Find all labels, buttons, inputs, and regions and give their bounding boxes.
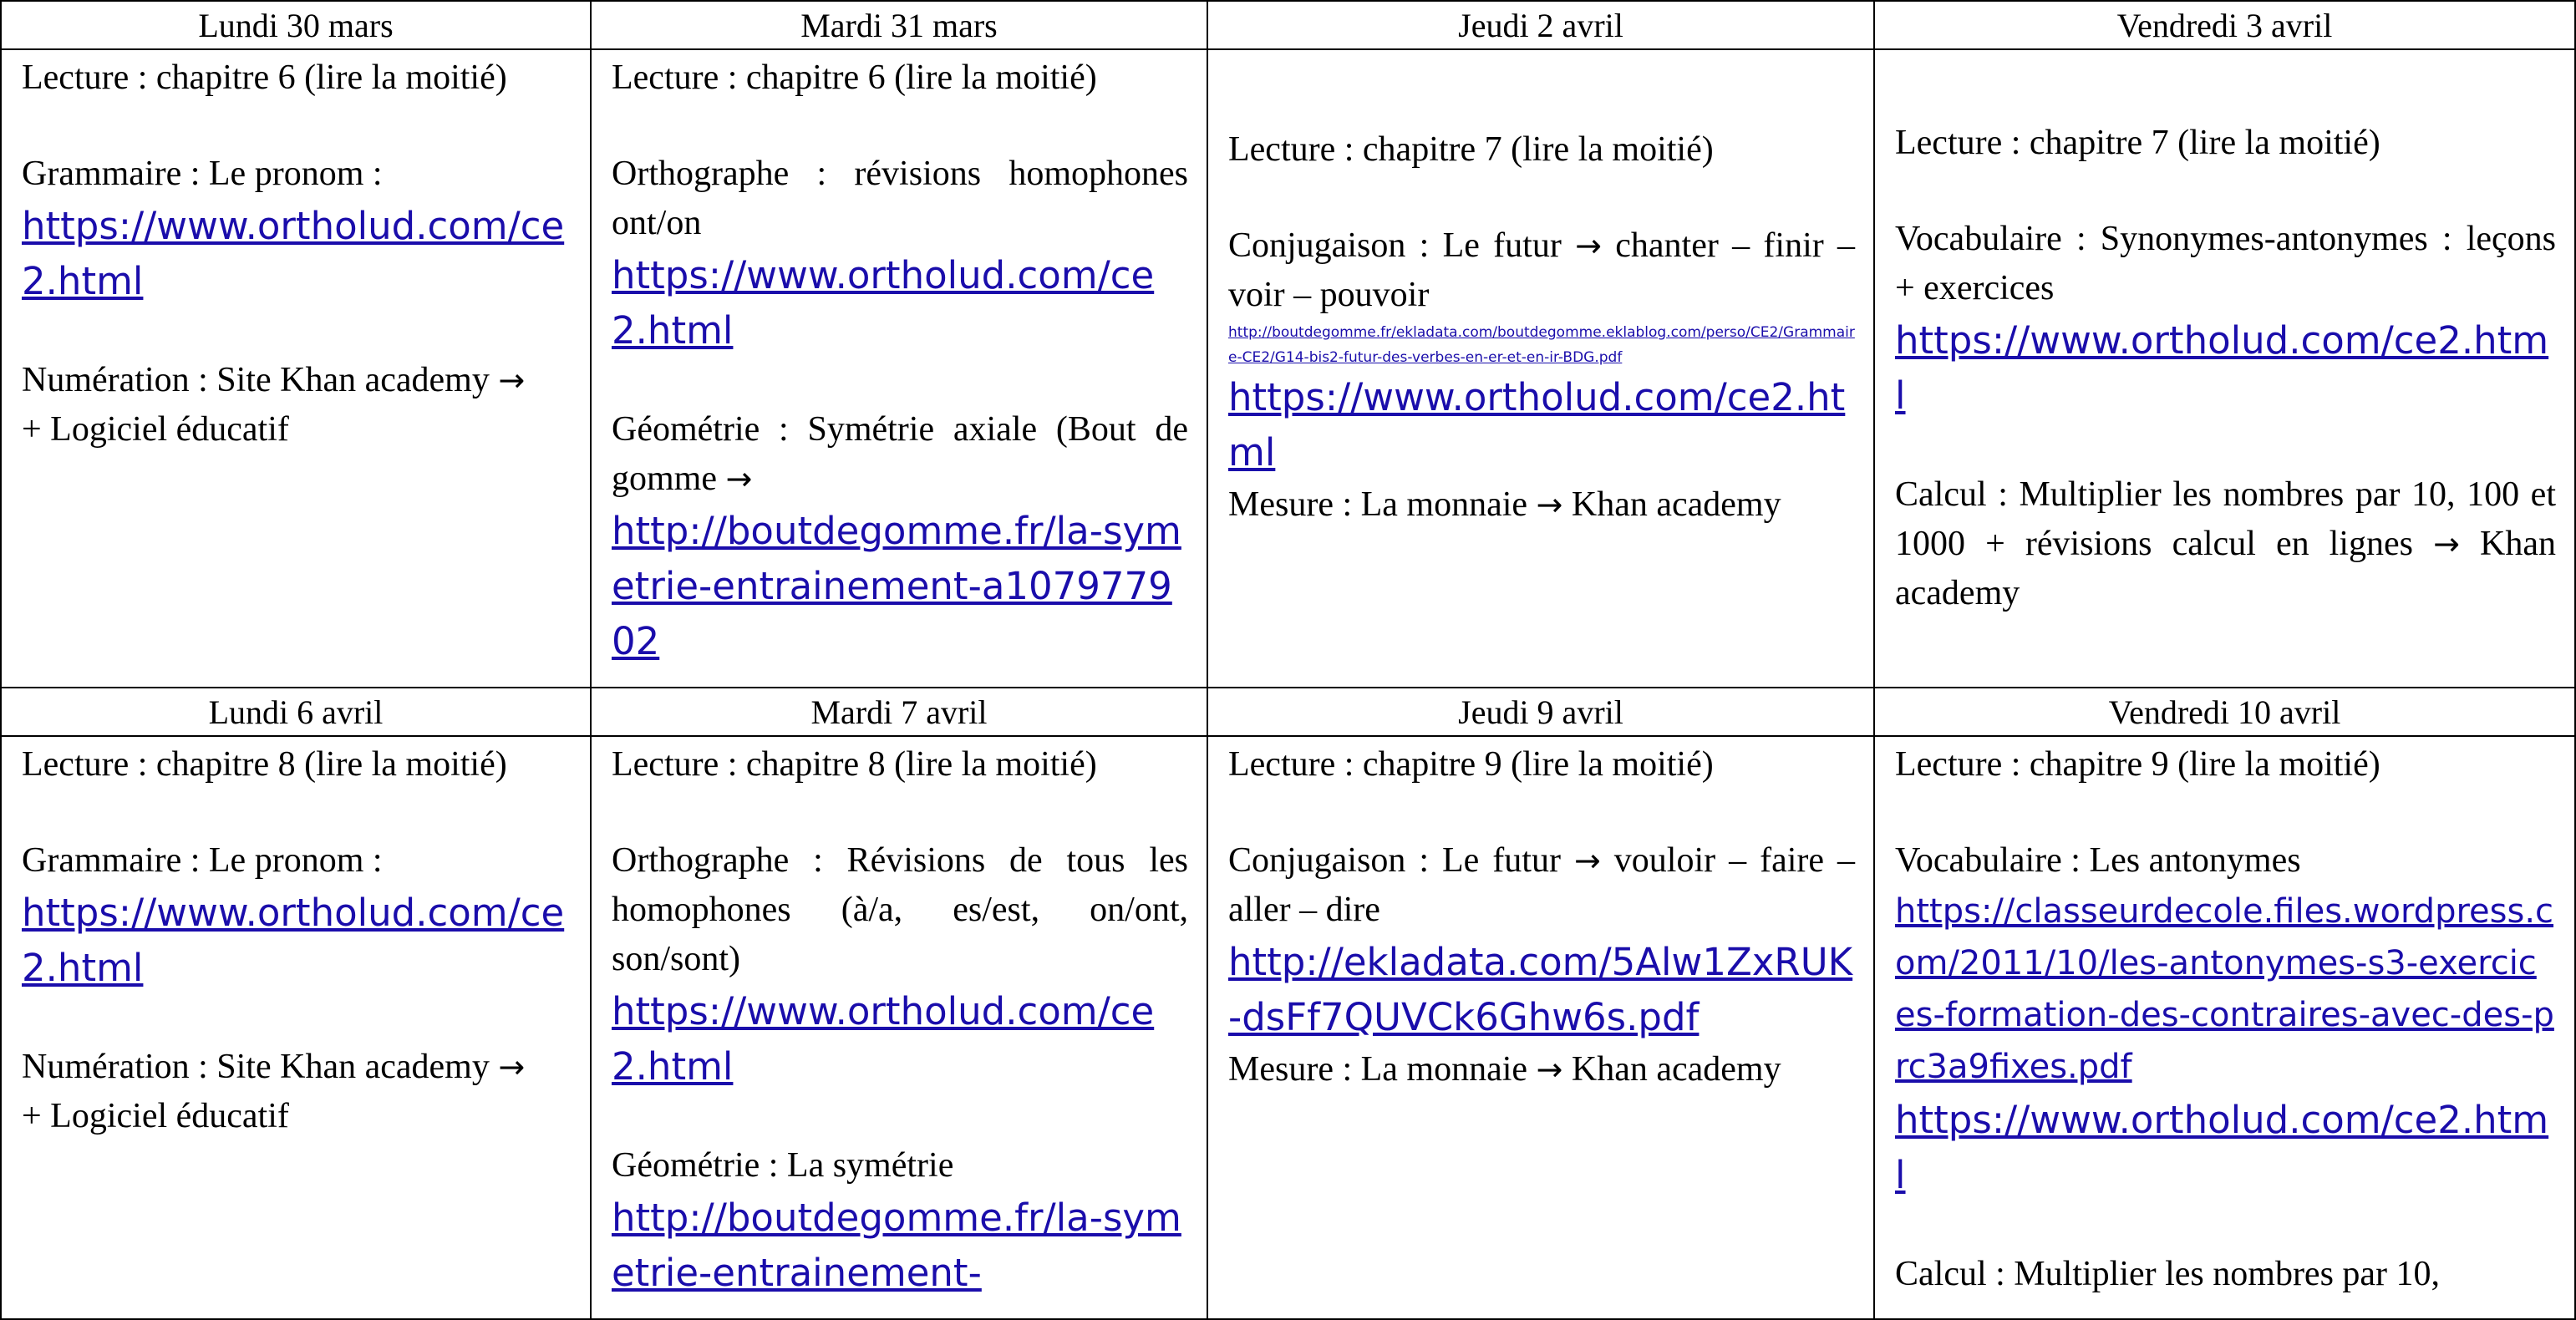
lecture-text: Lecture : chapitre 9 (lire la moitié)	[1228, 745, 1714, 784]
header-day-6: Mardi 7 avril	[590, 687, 1208, 737]
conjugaison-verbs: chanter – finir – voir – pouvoir	[1228, 226, 1856, 314]
lecture-text: Lecture : chapitre 8 (lire la moitié)	[612, 745, 1097, 784]
cell-mardi-7-avril	[590, 735, 1208, 1320]
header-day-3: Jeudi 2 avril	[1207, 0, 1875, 50]
header-day-7: Jeudi 9 avril	[1207, 687, 1875, 737]
lecture-text: Lecture : chapitre 8 (lire la moitié)	[22, 745, 507, 784]
cell-vendredi-10-avril	[1873, 735, 2576, 1320]
cell-lundi-6-avril	[0, 735, 592, 1320]
arrow-right-icon: →	[1573, 842, 1601, 879]
ortholud-link[interactable]: https://www.ortholud.com/ce2.html	[22, 891, 565, 990]
ortholud-link[interactable]: https://www.ortholud.com/ce2.html	[612, 253, 1155, 353]
numeration-label: Numération : Site Khan academy	[22, 1048, 490, 1086]
header-day-8: Vendredi 10 avril	[1873, 687, 2576, 737]
mesure-text	[1228, 1045, 1855, 1094]
geometrie-text	[612, 405, 1188, 504]
boutdegomme-link[interactable]: http://boutdegomme.fr/la-symetrie-entrainement-a107977902	[612, 509, 1181, 663]
orthographe-text: Orthographe : révisions homophones ont/on	[612, 155, 1188, 242]
calcul-text	[1895, 470, 2556, 618]
cell-jeudi-2-avril	[1207, 48, 1875, 688]
numeration-text	[22, 1043, 572, 1092]
arrow-right-icon: →	[725, 460, 753, 497]
header-day-4: Vendredi 3 avril	[1873, 0, 2576, 50]
cell-jeudi-9-avril	[1207, 735, 1875, 1320]
cell-lundi-30-mars	[0, 48, 592, 688]
mesure-label: Mesure : La monnaie	[1228, 485, 1528, 524]
conjugaison-label: Conjugaison : Le futur	[1228, 841, 1561, 880]
numeration-label: Numération : Site Khan academy	[22, 361, 490, 399]
conjugaison-verbs: vouloir – faire – aller – dire	[1228, 841, 1856, 929]
geometrie-text: Géométrie : La symétrie	[612, 1146, 954, 1185]
ortholud-link[interactable]: https://www.ortholud.com/ce2.html	[1895, 1098, 2549, 1197]
lecture-text: Lecture : chapitre 9 (lire la moitié)	[1895, 745, 2380, 784]
lecture-text: Lecture : chapitre 6 (lire la moitié)	[612, 58, 1097, 97]
logiciel-text: + Logiciel éducatif	[22, 410, 289, 449]
mesure-text	[1228, 480, 1855, 530]
ortholud-link[interactable]: https://www.ortholud.com/ce2.html	[1895, 318, 2549, 418]
ekladata-link[interactable]: http://ekladata.com/5Alw1ZxRUK-dsFf7QUVCk6Ghw6s.pdf	[1228, 940, 1853, 1039]
orthographe-text: Orthographe : Révisions de tous les homophones (à/a, es/est, on/ont, son/sont)	[612, 841, 1188, 978]
lecture-text: Lecture : chapitre 7 (lire la moitié)	[1228, 130, 1714, 169]
arrow-right-icon: →	[1536, 486, 1563, 523]
header-day-5: Lundi 6 avril	[0, 687, 592, 737]
arrow-right-icon: →	[1575, 227, 1602, 264]
grammaire-text: Grammaire : Le pronom :	[22, 155, 383, 193]
calcul-text: Calcul : Multiplier les nombres par 10,	[1895, 1255, 2441, 1293]
mesure-khan: Khan academy	[1571, 1050, 1781, 1089]
conjugaison-text	[1228, 836, 1855, 935]
arrow-right-icon: →	[498, 1048, 526, 1085]
ortholud-link[interactable]: https://www.ortholud.com/ce2.html	[612, 989, 1155, 1089]
vocabulaire-text: Vocabulaire : Synonymes-antonymes : leçons + exercices	[1895, 220, 2556, 307]
calcul-label: Calcul : Multiplier les nombres par 10, 100 et 1000 + révisions calcul en lignes	[1895, 475, 2556, 563]
ortholud-link[interactable]: https://www.ortholud.com/ce2.html	[22, 204, 565, 303]
logiciel-text: + Logiciel éducatif	[22, 1097, 289, 1135]
mesure-label: Mesure : La monnaie	[1228, 1050, 1528, 1089]
lecture-text: Lecture : chapitre 7 (lire la moitié)	[1895, 124, 2380, 162]
ortholud-link[interactable]: https://www.ortholud.com/ce2.html	[1228, 375, 1846, 475]
calcul-khan: Khan academy	[1895, 525, 2557, 612]
lecture-text: Lecture : chapitre 6 (lire la moitié)	[22, 58, 507, 97]
arrow-right-icon: →	[2433, 525, 2460, 562]
grammaire-text: Grammaire : Le pronom :	[22, 841, 383, 880]
boutdegomme-link[interactable]: http://boutdegomme.fr/la-symetrie-entrainement-	[612, 1196, 1181, 1295]
mesure-khan: Khan academy	[1571, 485, 1781, 524]
header-day-2: Mardi 31 mars	[590, 0, 1208, 50]
geometrie-label: Géométrie : Symétrie axiale (Bout de gomme	[612, 410, 1188, 498]
arrow-right-icon: →	[498, 362, 526, 399]
arrow-right-icon: →	[1536, 1051, 1563, 1088]
boutdegomme-pdf-link[interactable]: http://boutdegomme.fr/ekladata.com/boutdegomme.eklablog.com/perso/CE2/Grammaire-CE2/G14-bis2-futur-des-verbes-en-er-et-en-ir-BDG.pdf	[1228, 324, 1855, 366]
header-day-1: Lundi 30 mars	[0, 0, 592, 50]
vocabulaire-text: Vocabulaire : Les antonymes	[1895, 841, 2301, 880]
cell-mardi-31-mars	[590, 48, 1208, 688]
conjugaison-label: Conjugaison : Le futur	[1228, 226, 1562, 265]
classeurdecole-link[interactable]: https://classeurdecole.files.wordpress.com/2011/10/les-antonymes-s3-exercices-formation-des-contraires-avec-des-prc3a9fixes.pdf	[1895, 892, 2554, 1086]
cell-vendredi-3-avril	[1873, 48, 2576, 688]
numeration-text	[22, 356, 572, 405]
conjugaison-text	[1228, 221, 1855, 320]
